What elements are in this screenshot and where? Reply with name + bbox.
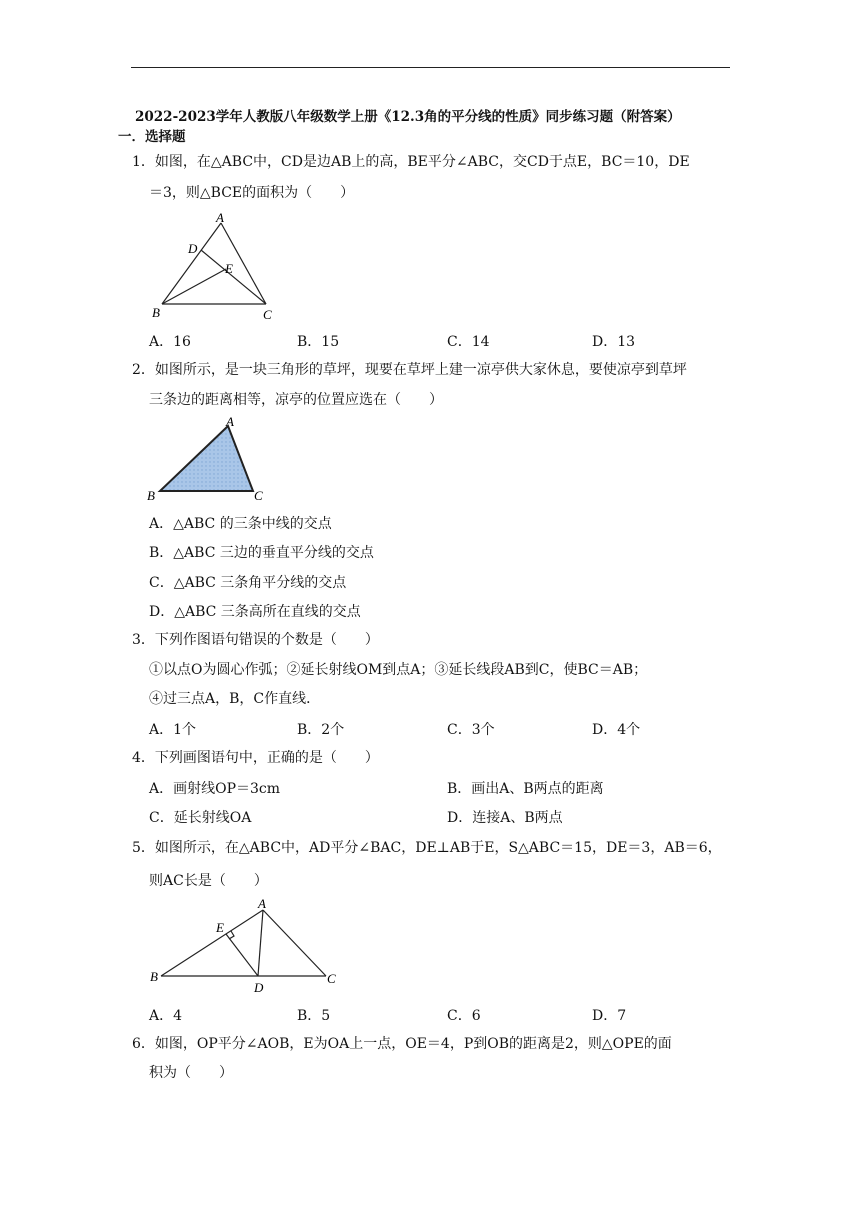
q1-option-b[interactable]: B．15 <box>297 334 340 350</box>
q2-option-d[interactable]: D．△ABC 三条高所在直线的交点 <box>149 604 361 620</box>
q1-option-d[interactable]: D．13 <box>592 334 636 350</box>
q5-label-b: B <box>150 969 158 984</box>
document-title: 2022-2023学年人教版八年级数学上册《12.3角的平分线的性质》同步练习题（附答案） <box>135 109 681 125</box>
q2-text-line1: 2．如图所示，是一块三角形的草坪，现要在草坪上建一凉亭供大家休息，要使凉亭到草坪 <box>132 362 687 378</box>
q5-text-line2: 则AC长是（ ） <box>149 873 268 889</box>
q2-lawn-figure <box>140 412 280 507</box>
q3-option-c[interactable]: C．3个 <box>447 722 495 738</box>
q2-label-b: B <box>147 488 155 503</box>
q6-text-line2: 积为（ ） <box>149 1065 233 1081</box>
q3-option-a[interactable]: A．1个 <box>149 722 197 738</box>
q5-bisector-ad <box>258 910 263 976</box>
q5-text-line1: 5．如图所示，在△ABC中，AD平分∠BAC，DE⊥AB于E，S△ABC＝15，DE＝3，AB＝6， <box>132 840 722 856</box>
q4-option-b[interactable]: B．画出A、B两点的距离 <box>447 781 604 797</box>
q1-option-a[interactable]: A．16 <box>149 334 191 350</box>
q2-label-a: A <box>226 414 234 429</box>
q6-text-line1: 6．如图，OP平分∠AOB，E为OA上一点，OE＝4，P到OB的距离是2，则△OPE的面 <box>132 1036 672 1052</box>
header-rule <box>131 67 730 68</box>
q2-label-c: C <box>254 488 263 503</box>
q3-text-line1: 3．下列作图语句错误的个数是（ ） <box>132 632 379 648</box>
q2-option-b[interactable]: B．△ABC 三边的垂直平分线的交点 <box>149 545 374 561</box>
q2-option-c[interactable]: C．△ABC 三条角平分线的交点 <box>149 575 347 591</box>
q1-bisector-be <box>162 269 226 304</box>
q1-label-a: A <box>216 210 224 225</box>
q1-triangle-figure <box>140 205 300 330</box>
q1-label-b: B <box>152 305 160 320</box>
q5-triangle-figure <box>140 895 350 1000</box>
section-heading: 一．选择题 <box>118 129 186 145</box>
q4-option-a[interactable]: A．画射线OP＝3cm <box>149 781 281 797</box>
q4-text-line1: 4．下列画图语句中，正确的是（ ） <box>132 750 379 766</box>
q1-label-d: D <box>188 241 198 256</box>
q1-text-line1: 1．如图，在△ABC中，CD是边AB上的高，BE平分∠ABC，交CD于点E，BC＝10，DE <box>132 154 690 170</box>
q1-option-c[interactable]: C．14 <box>447 334 490 350</box>
q4-option-c[interactable]: C．延长射线OA <box>149 810 252 826</box>
q5-label-d: D <box>254 980 264 995</box>
q5-option-b[interactable]: B．5 <box>297 1008 331 1024</box>
q5-label-a: A <box>258 896 266 911</box>
q5-option-c[interactable]: C．6 <box>447 1008 481 1024</box>
q1-side-ab <box>162 223 221 304</box>
q3-option-b[interactable]: B．2个 <box>297 722 345 738</box>
q3-option-d[interactable]: D．4个 <box>592 722 641 738</box>
q3-text-line2: ①以点O为圆心作弧；②延长射线OM到点A；③延长线段AB到C，使BC＝AB； <box>149 662 648 678</box>
q4-option-d[interactable]: D．连接A、B两点 <box>447 810 563 826</box>
q5-side-ab <box>161 910 263 976</box>
q2-lawn-triangle <box>160 426 253 491</box>
q5-side-ac <box>263 910 326 976</box>
q2-text-line2: 三条边的距离相等，凉亭的位置应选在（ ） <box>149 392 443 408</box>
q1-label-e: E <box>225 261 233 276</box>
q5-option-a[interactable]: A．4 <box>149 1008 183 1024</box>
q1-text-line2: ＝3，则△BCE的面积为（ ） <box>149 185 355 201</box>
q2-option-a[interactable]: A．△ABC 的三条中线的交点 <box>149 516 332 532</box>
q5-label-c: C <box>327 971 336 986</box>
q5-option-d[interactable]: D．7 <box>592 1008 627 1024</box>
q5-perpendicular-de <box>226 934 258 976</box>
q5-label-e: E <box>216 920 224 935</box>
q3-text-line3: ④过三点A，B，C作直线． <box>149 691 321 707</box>
q1-label-c: C <box>263 307 272 322</box>
